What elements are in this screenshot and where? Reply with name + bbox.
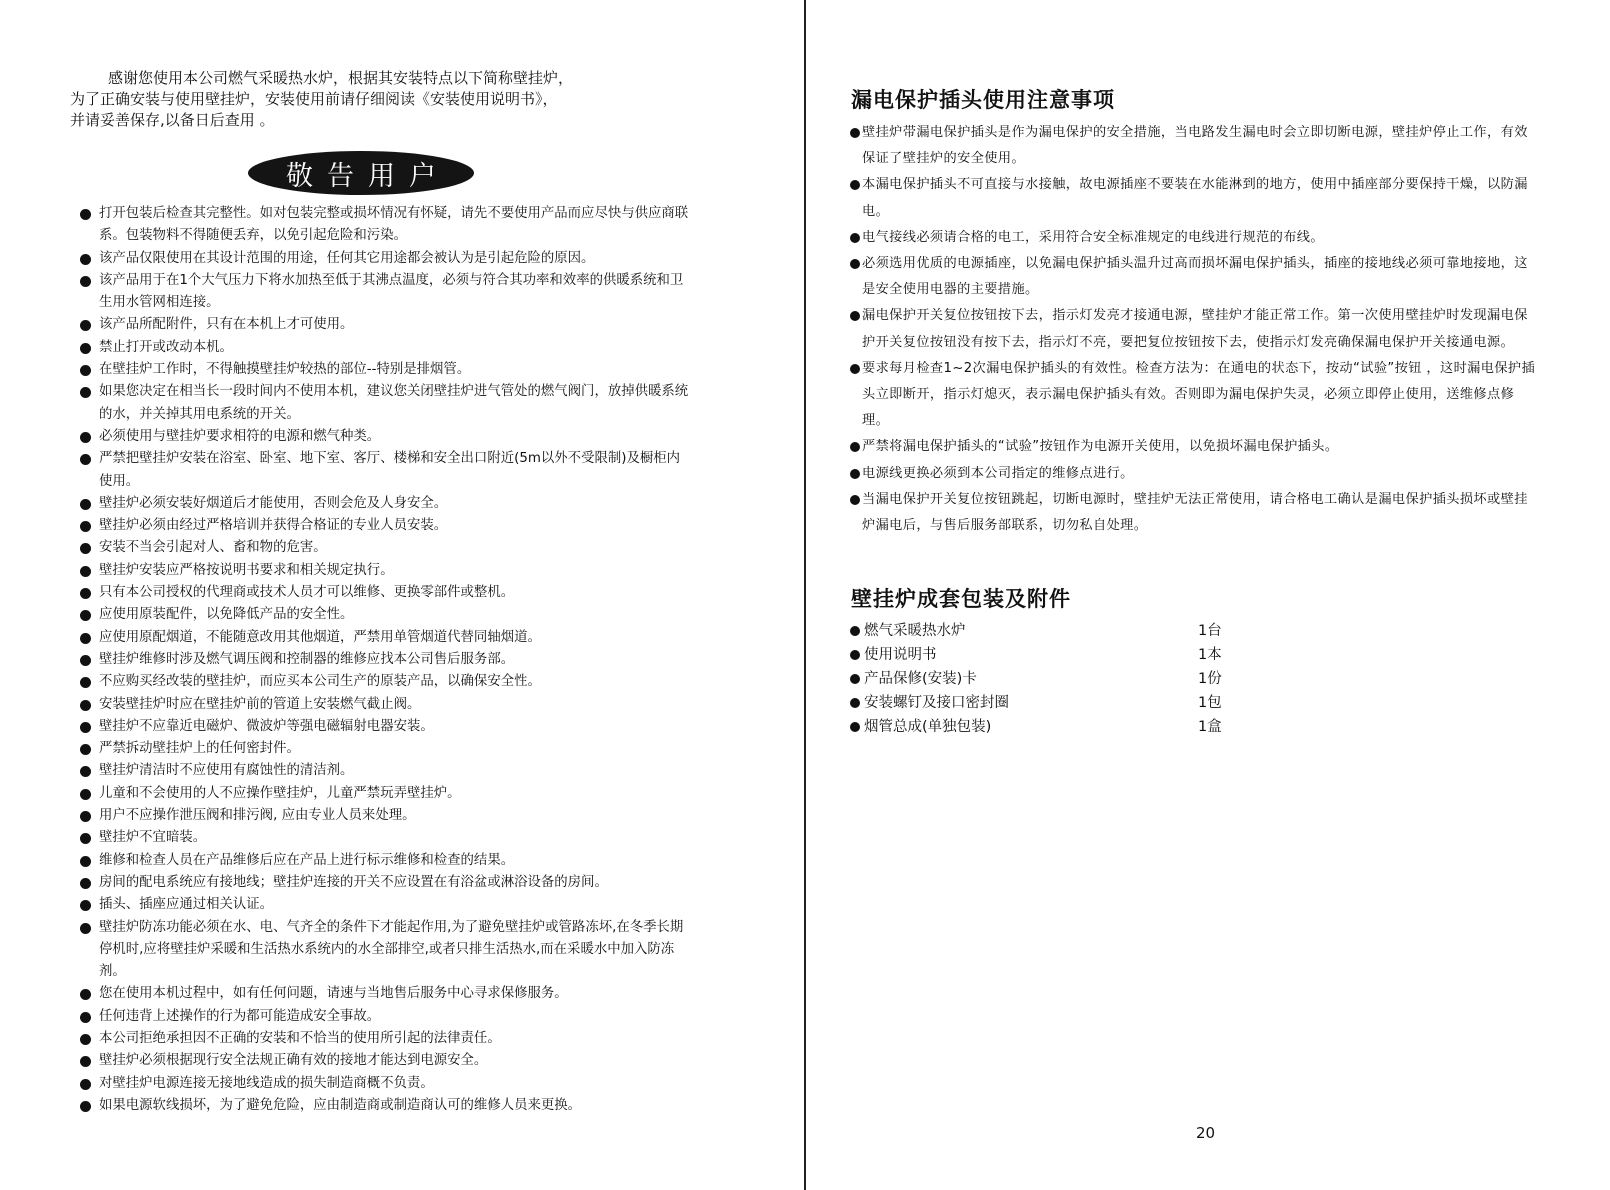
- warning-item-text: 只有本公司授权的代理商或技术人员才可以维修、更换零部件或整机。: [99, 585, 515, 601]
- warning-item-text: 该产品所配附件，只有在本机上才可使用。: [99, 317, 354, 333]
- warning-item-text: 您在使用本机过程中，如有任何问题，请速与当地售后服务中心寻求保修服务。: [99, 986, 568, 1002]
- bullet-icon: [80, 878, 91, 889]
- bullet-icon: [80, 633, 91, 644]
- bullet-icon: [80, 744, 91, 755]
- package-item-quantity: 1份: [1198, 671, 1222, 688]
- leak-item-text: 当漏电保护开关复位按钮跳起，切断电源时，壁挂炉无法正常使用，请合格电工确认是漏电保护插头损坏或壁挂炉漏电后，与售后服务部联系，切勿私自处理。: [862, 491, 1528, 534]
- warning-item: [70, 649, 690, 671]
- bullet-icon: [80, 655, 91, 666]
- warning-item-text: 打开包装后检查其完整性。如对包装完整或损坏情况有怀疑，请先不要使用产品而应尽快与供应商联系。包装物料不得随便丢弃，以免引起危险和污染。: [99, 206, 689, 244]
- bullet-icon: [850, 650, 860, 660]
- bullet-icon: [80, 387, 91, 398]
- bullet-icon: [80, 320, 91, 331]
- bullet-icon: [80, 722, 91, 733]
- warning-item: [70, 894, 690, 916]
- notice-banner: 敬告用户: [248, 151, 474, 195]
- warning-item: [70, 827, 690, 849]
- page-divider: [804, 0, 806, 1190]
- leak-item-text: 电源线更换必须到本公司指定的维修点进行。: [862, 465, 1134, 481]
- leak-item: [848, 461, 1538, 487]
- warning-item: [70, 716, 690, 738]
- package-item: [848, 643, 1538, 667]
- warning-item: [70, 917, 690, 984]
- warning-item-text: 壁挂炉不应靠近电磁炉、微波炉等强电磁辐射电器安装。: [99, 718, 434, 734]
- warning-item: [70, 1050, 690, 1072]
- warning-item-text: 对壁挂炉电源连接无接地线造成的损失制造商概不负责。: [99, 1075, 434, 1091]
- leak-item: [848, 303, 1538, 355]
- bullet-icon: [80, 521, 91, 532]
- warning-item-text: 本公司拒绝承担因不正确的安装和不恰当的使用所引起的法律责任。: [99, 1030, 501, 1046]
- package-list: [848, 619, 1538, 739]
- package-item-quantity: 1台: [1198, 623, 1222, 640]
- warning-item: [70, 314, 690, 336]
- bullet-icon: [80, 499, 91, 510]
- warning-item-text: 严禁把壁挂炉安装在浴室、卧室、地下室、客厅、楼梯和安全出口附近(5m以外不受限制)及橱柜内使用。: [99, 451, 681, 489]
- bullet-icon: [80, 566, 91, 577]
- warning-item-text: 如果电源软线损坏，为了避免危险，应由制造商或制造商认可的维修人员来更换。: [99, 1097, 582, 1113]
- bullet-icon: [850, 698, 860, 708]
- warning-item: [70, 560, 690, 582]
- warning-item-text: 插头、插座应通过相关认证。: [99, 897, 274, 913]
- package-item: [848, 667, 1538, 691]
- intro-line: 感谢您使用本公司燃气采暖热水炉，根据其安装特点以下简称壁挂炉，: [108, 69, 574, 87]
- bullet-icon: [80, 856, 91, 867]
- warning-item: [70, 359, 690, 381]
- bullet-icon: [850, 722, 860, 732]
- bullet-icon: [850, 259, 860, 269]
- warning-item: [70, 448, 690, 493]
- warning-item-text: 儿童和不会使用的人不应操作壁挂炉，儿童严禁玩弄壁挂炉。: [99, 785, 461, 801]
- warning-item: [70, 203, 690, 248]
- bullet-icon: [80, 1056, 91, 1067]
- warning-item: [70, 738, 690, 760]
- warning-item: [70, 248, 690, 270]
- bullet-icon: [850, 626, 860, 636]
- bullet-icon: [80, 343, 91, 354]
- bullet-icon: [80, 588, 91, 599]
- package-item-name: 产品保修(安装)卡: [864, 671, 977, 688]
- warning-item-text: 安装壁挂炉时应在壁挂炉前的管道上安装燃气截止阀。: [99, 696, 421, 712]
- warning-item-text: 壁挂炉安装应严格按说明书要求和相关规定执行。: [99, 562, 394, 578]
- package-item-name: 燃气采暖热水炉: [864, 623, 966, 640]
- leak-item: [848, 356, 1538, 435]
- bullet-icon: [80, 700, 91, 711]
- warning-item: [70, 537, 690, 559]
- warning-item-text: 应使用原装配件，以免降低产品的安全性。: [99, 607, 354, 623]
- bullet-icon: [80, 543, 91, 554]
- leak-protection-list: [848, 120, 1538, 539]
- warning-item: [70, 671, 690, 693]
- bullet-icon: [80, 677, 91, 688]
- warning-item-text: 维修和检查人员在产品维修后应在产品上进行标示维修和检查的结果。: [99, 852, 515, 868]
- warning-item-text: 在壁挂炉工作时，不得触摸壁挂炉较热的部位--特别是排烟管。: [99, 362, 471, 378]
- warning-item: [70, 850, 690, 872]
- warning-item: [70, 760, 690, 782]
- warning-item: [70, 983, 690, 1005]
- leak-item-text: 要求每月检查1~2次漏电保护插头的有效性。检查方法为：在通电的状态下，按动“试验”按钮 ，这时漏电保护插头立即断开，指示灯熄灭，表示漏电保护插头有效。否则即为漏电保护失灵，必须立即停止使用，送维修点修理。: [862, 360, 1536, 429]
- package-title: 壁挂炉成套包装及附件: [851, 587, 1071, 612]
- bullet-icon: [80, 923, 91, 934]
- warning-item: [70, 872, 690, 894]
- bullet-icon: [80, 276, 91, 287]
- bullet-icon: [80, 610, 91, 621]
- bullet-icon: [80, 1012, 91, 1023]
- leak-item: [848, 251, 1538, 303]
- warning-item-text: 禁止打开或改动本机。: [99, 339, 233, 355]
- bullet-icon: [850, 364, 860, 374]
- warning-item: [70, 1006, 690, 1028]
- leak-item: [848, 434, 1538, 460]
- bullet-icon: [850, 128, 860, 138]
- leak-protection-title: 漏电保护插头使用注意事项: [851, 88, 1115, 112]
- warning-item: [70, 1095, 690, 1117]
- bullet-icon: [850, 180, 860, 190]
- bullet-icon: [850, 311, 860, 321]
- warning-item-text: 壁挂炉维修时涉及燃气调压阀和控制器的维修应找本公司售后服务部。: [99, 651, 515, 667]
- left-page: [70, 68, 690, 1117]
- package-item-quantity: 1包: [1198, 695, 1222, 712]
- bullet-icon: [80, 766, 91, 777]
- warning-item-text: 该产品仅限使用在其设计范围的用途，任何其它用途都会被认为是引起危险的原因。: [99, 250, 595, 266]
- warning-item-text: 任何违背上述操作的行为都可能造成安全事故。: [99, 1008, 381, 1024]
- leak-item: [848, 120, 1538, 172]
- page-number: 20: [1196, 1124, 1216, 1142]
- bullet-icon: [80, 833, 91, 844]
- leak-item-text: 严禁将漏电保护插头的“试验”按钮作为电源开关使用，以免损坏漏电保护插头。: [862, 439, 1339, 455]
- package-item-quantity: 1本: [1198, 647, 1222, 664]
- bullet-icon: [80, 789, 91, 800]
- bullet-icon: [80, 1034, 91, 1045]
- warning-item-text: 用户不应操作泄压阀和排污阀, 应由专业人员来处理。: [99, 808, 416, 824]
- intro-line: 并请妥善保存,以备日后查用 。: [70, 111, 275, 129]
- bullet-icon: [850, 674, 860, 684]
- bullet-icon: [850, 233, 860, 243]
- package-item-name: 烟管总成(单独包装): [864, 719, 992, 736]
- package-item-name: 安装螺钉及接口密封圈: [864, 695, 1009, 712]
- warning-item-text: 安装不当会引起对人、畜和物的危害。: [99, 540, 327, 556]
- package-item-quantity: 1盒: [1198, 719, 1222, 736]
- warning-item: [70, 805, 690, 827]
- bullet-icon: [80, 254, 91, 265]
- warning-item: [70, 783, 690, 805]
- leak-item-text: 壁挂炉带漏电保护插头是作为漏电保护的安全措施，当电路发生漏电时会立即切断电源，壁挂炉停止工作，有效保证了壁挂炉的安全使用。: [862, 125, 1528, 167]
- warning-item-text: 壁挂炉防冻功能必须在水、电、气齐全的条件下才能起作用,为了避免壁挂炉或管路冻坏,在冬季长期停机时,应将壁挂炉采暖和生活热水系统内的水全部排空,或者只排生活热水,而在采暖水中加入防冻剂。: [99, 919, 684, 980]
- warning-item-text: 如果您决定在相当长一段时间内不使用本机，建议您关闭壁挂炉进气管处的燃气阀门，放掉供暖系统的水，并关掉其用电系统的开关。: [99, 384, 689, 422]
- bullet-icon: [850, 442, 860, 452]
- leak-item-text: 本漏电保护插头不可直接与水接触，故电源插座不要装在水能淋到的地方，使用中插座部分要保持干燥，以防漏电。: [862, 177, 1528, 219]
- warning-item: [70, 1028, 690, 1050]
- warning-item-text: 壁挂炉清洁时不应使用有腐蚀性的清洁剂。: [99, 763, 354, 779]
- warning-item: [70, 426, 690, 448]
- warning-item-text: 必须使用与壁挂炉要求相符的电源和燃气种类。: [99, 428, 381, 444]
- right-page: [848, 84, 1538, 739]
- leak-item: [848, 225, 1538, 251]
- bullet-icon: [80, 900, 91, 911]
- warning-item: [70, 270, 690, 315]
- warning-item-text: 不应购买经改装的壁挂炉，而应买本公司生产的原装产品，以确保安全性。: [99, 674, 541, 690]
- warning-item: [70, 493, 690, 515]
- bullet-icon: [80, 811, 91, 822]
- bullet-icon: [80, 1079, 91, 1090]
- warning-item: [70, 337, 690, 359]
- warning-item-text: 壁挂炉必须根据现行安全法规正确有效的接地才能达到电源安全。: [99, 1053, 488, 1069]
- warning-item-text: 该产品用于在1个大气压力下将水加热至低于其沸点温度，必须与符合其功率和效率的供暖系统和卫生用水管网相连接。: [99, 272, 684, 311]
- warning-item: [70, 1073, 690, 1095]
- warning-item-text: 壁挂炉不宜暗装。: [99, 830, 207, 846]
- bullet-icon: [80, 1101, 91, 1112]
- warning-item: [70, 627, 690, 649]
- warning-item-text: 严禁拆动壁挂炉上的任何密封件。: [99, 741, 300, 757]
- warning-list: [70, 203, 690, 1117]
- package-item-name: 使用说明书: [864, 647, 937, 664]
- bullet-icon: [80, 989, 91, 1000]
- warning-item: [70, 515, 690, 537]
- warning-item: [70, 582, 690, 604]
- package-item: [848, 691, 1538, 715]
- bullet-icon: [850, 469, 860, 479]
- bullet-icon: [850, 495, 860, 505]
- warning-item-text: 壁挂炉必须由经过严格培训并获得合格证的专业人员安装。: [99, 518, 448, 534]
- intro-line: 为了正确安装与使用壁挂炉，安装使用前请仔细阅读《安装使用说明书》，: [70, 90, 558, 108]
- leak-item-text: 电气接线必须请合格的电工，采用符合安全标准规定的电线进行规范的布线。: [862, 229, 1324, 245]
- bullet-icon: [80, 432, 91, 443]
- warning-item-text: 应使用原配烟道，不能随意改用其他烟道，严禁用单管烟道代替同轴烟道。: [99, 629, 541, 645]
- warning-item-text: 房间的配电系统应有接地线；壁挂炉连接的开关不应设置在有浴盆或淋浴设备的房间。: [99, 874, 608, 890]
- intro-paragraph: [70, 68, 690, 131]
- package-item: [848, 619, 1538, 643]
- leak-item: [848, 172, 1538, 224]
- warning-item: [70, 694, 690, 716]
- bullet-icon: [80, 365, 91, 376]
- bullet-icon: [80, 454, 91, 465]
- bullet-icon: [80, 209, 91, 220]
- leak-item-text: 必须选用优质的电源插座，以免漏电保护插头温升过高而损坏漏电保护插头，插座的接地线必须可靠地接地，这是安全使用电器的主要措施。: [862, 256, 1528, 298]
- leak-item-text: 漏电保护开关复位按钮按下去，指示灯发亮才接通电源，壁挂炉才能正常工作。第一次使用壁挂炉时发现漏电保护开关复位按钮没有按下去，指示灯不亮，要把复位按钮按下去，使指示灯发亮确保漏电保护开关接通电源。: [862, 308, 1528, 350]
- package-item: [848, 715, 1538, 739]
- warning-item: [70, 381, 690, 426]
- leak-item: [848, 487, 1538, 539]
- warning-item: [70, 604, 690, 626]
- warning-item-text: 壁挂炉必须安装好烟道后才能使用，否则会危及人身安全。: [99, 495, 448, 511]
